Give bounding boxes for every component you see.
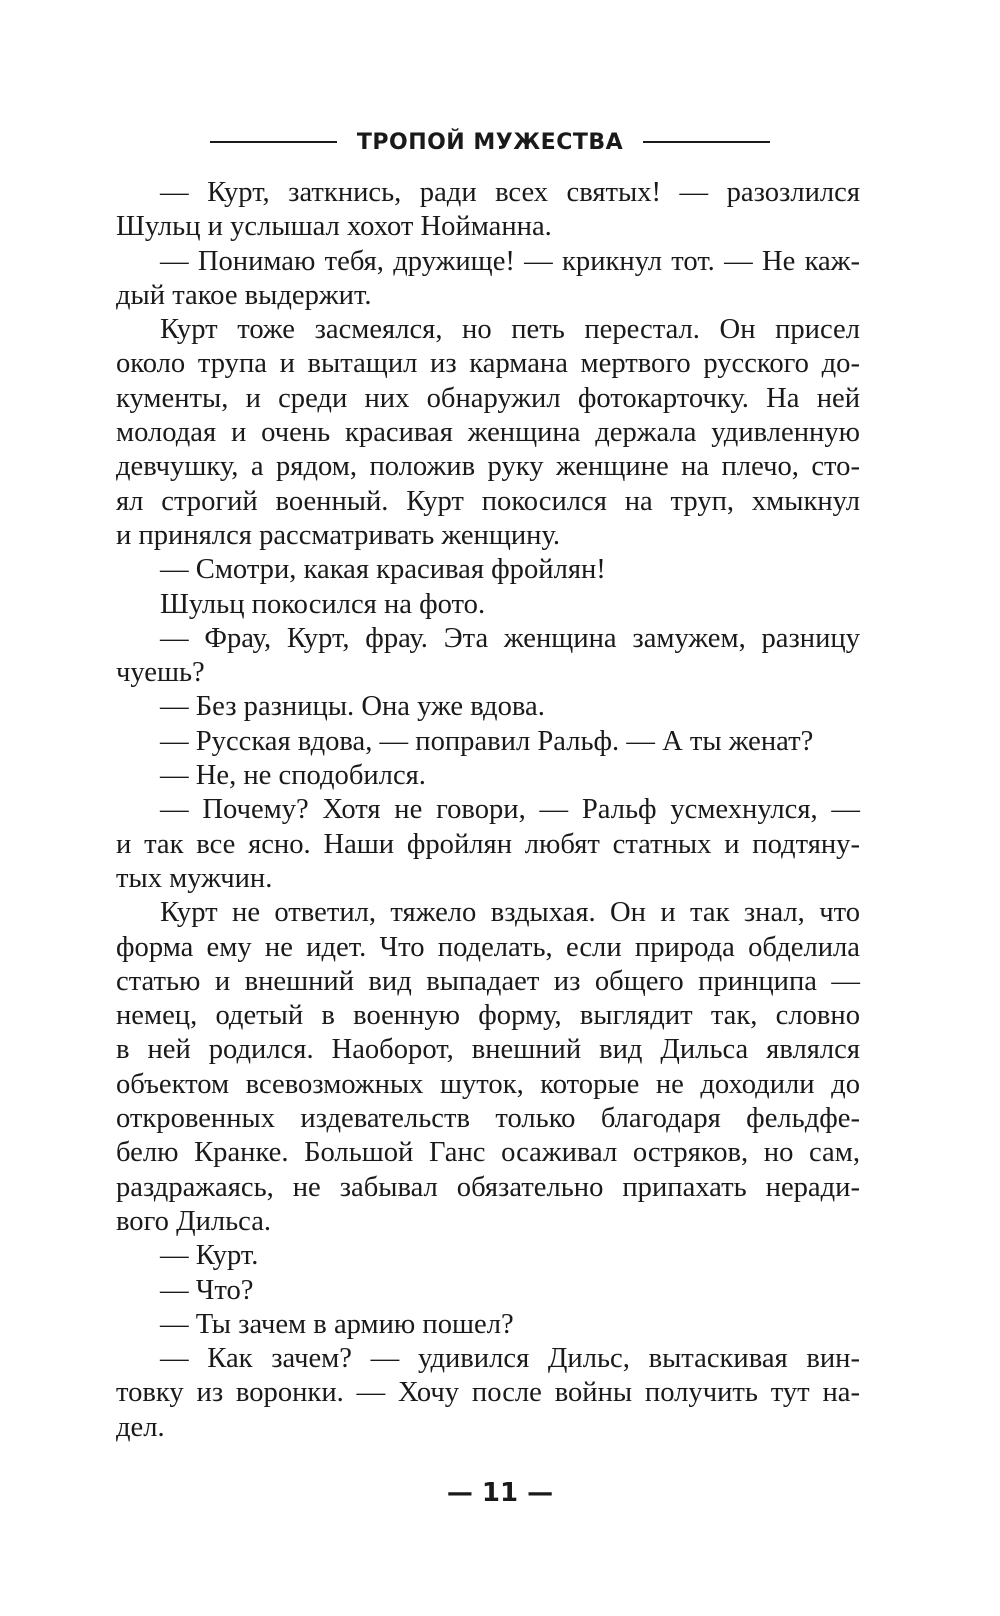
text-line: Курт не ответил, тяжело вздыхая. Он и так знал, что (160, 897, 860, 929)
text-line: — Курт. (160, 1240, 259, 1272)
text-line: и принялся рассматривать женщину. (116, 519, 561, 551)
text-line: кументы, и среди них обнаружил фотокарточку. На ней (116, 382, 860, 414)
text-line: товку из воронки. — Хочу после войны получить тут на- (116, 1377, 860, 1409)
running-head-title: ТРОПОЙ МУЖЕСТВА (356, 129, 624, 155)
text-line: ял строгий военный. Курт покосился на труп, хмыкнул (116, 485, 860, 517)
text-line: — Не, не сподобился. (160, 760, 426, 792)
text-line: раздражаясь, не забывал обязательно припахать нeради- (116, 1171, 860, 1203)
text-line: немец, одетый в военную форму, выглядит так, словно (116, 1000, 860, 1032)
text-line: Шульц и услышал хохот Нойманна. (116, 211, 552, 243)
text-line: — Почему? Хотя не говори, — Ральф усмехнулся, — (160, 794, 860, 826)
text-line: в ней родился. Наоборот, внешний вид Дильса являлся (116, 1034, 860, 1066)
text-line: — Фрау, Курт, фрау. Эта женщина замужем, разницу (160, 622, 860, 654)
text-line: откровенных издевательств только благодаря фельдфе- (116, 1103, 860, 1135)
text-line: девчушку, а рядом, положив руку женщине на плечо, сто- (116, 451, 860, 483)
text-line: форма ему не идет. Что поделать, если природа обделила (116, 931, 860, 963)
running-head-rule-right (643, 141, 770, 143)
running-head-rule-left (210, 141, 337, 143)
text-line: Курт тоже засмеялся, но петь перестал. Он присел (160, 314, 860, 346)
text-line: около трупа и вытащил из кармана мертвого русского до- (116, 348, 860, 380)
text-line: — Смотри, какая красивая фройлян! (160, 554, 606, 586)
text-line: — Курт, заткнись, ради всех святых! — разозлился (160, 177, 860, 208)
text-line: дел. (116, 1411, 165, 1443)
running-head (210, 124, 770, 160)
text-line: чуешь? (116, 657, 205, 689)
text-line: — Как зачем? — удивился Дильс, вытаскивая вин- (160, 1343, 860, 1375)
text-line: — Ты зачем в армию пошел? (160, 1308, 514, 1340)
text-line: статью и внешний вид выпадает из общего принципа — (116, 965, 860, 997)
text-line: дый такое выдержит. (116, 279, 372, 311)
text-line: тых мужчин. (116, 862, 273, 894)
text-line: белю Кранке. Большой Ганс осаживал остряков, но сам, (116, 1137, 860, 1169)
text-line: — Русская вдова, — поправил Ральф. — А ты женат? (160, 725, 814, 757)
text-line: вого Дильса. (116, 1205, 272, 1237)
text-line: — Что? (160, 1274, 254, 1306)
body-text (116, 176, 860, 1445)
text-line: и так все ясно. Наши фройлян любят статных и подтяну- (116, 828, 860, 860)
text-line: объектом всевозможных шуток, которые не доходили до (116, 1068, 860, 1100)
text-line: — Понимаю тебя, дружище! — крикнул тот. — Не каж- (160, 245, 860, 277)
text-line: — Без разницы. Она уже вдова. (160, 691, 545, 723)
page-number: — 11 — (446, 1478, 554, 1508)
text-line: молодая и очень красивая женщина держала удивленную (116, 417, 860, 449)
text-line: Шульц покосился на фото. (160, 588, 486, 620)
